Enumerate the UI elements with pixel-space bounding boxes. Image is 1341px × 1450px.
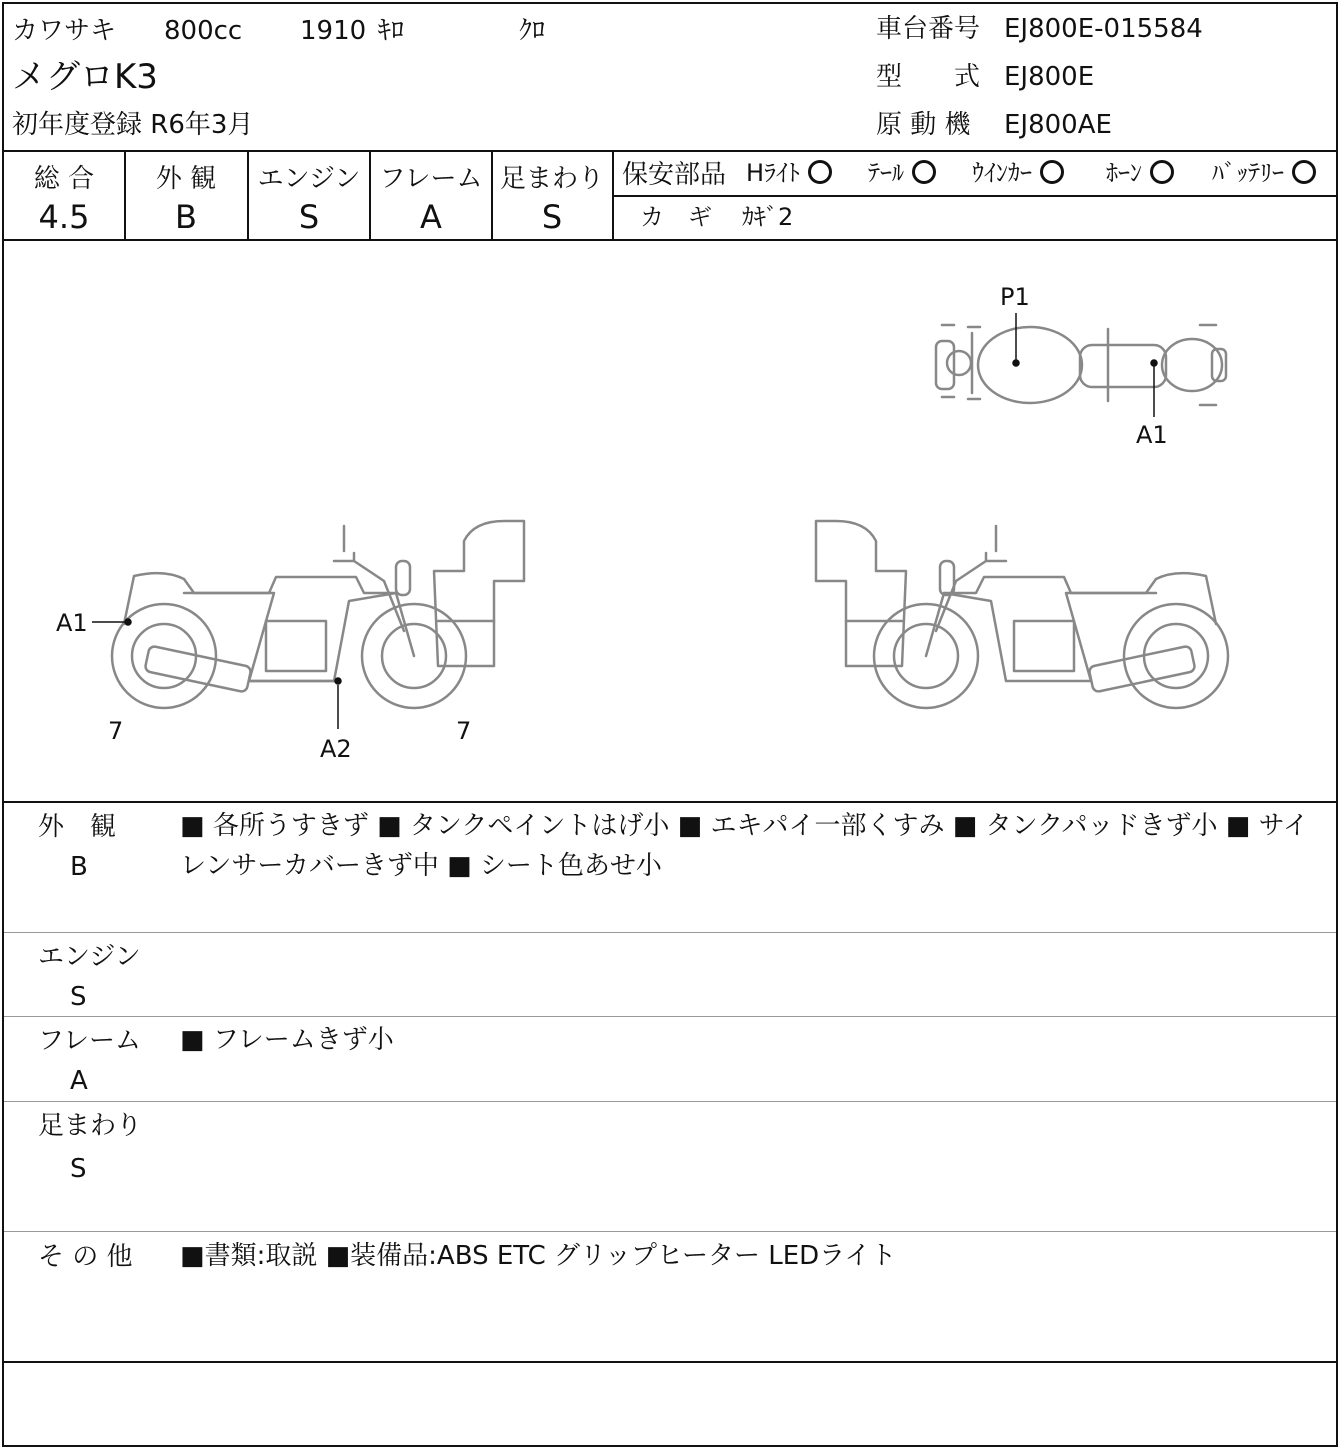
frame-section-grade: A bbox=[70, 1066, 88, 1096]
left-side-view-drawing bbox=[112, 521, 524, 708]
other-section-label: そ の 他 bbox=[38, 1242, 133, 1272]
ok-circle-icon bbox=[808, 160, 832, 184]
key-label: カ ギ bbox=[640, 203, 712, 231]
mark-a1-top: A1 bbox=[1136, 421, 1168, 449]
mark-a1-side: A1 bbox=[56, 609, 88, 637]
engine: EJ800AE bbox=[1004, 110, 1112, 140]
frame-no: EJ800E-015584 bbox=[1004, 14, 1203, 44]
frame-notes: ■ フレームきず小 bbox=[180, 1025, 394, 1055]
safety-battery: ﾊﾞｯﾃﾘｰ bbox=[1212, 160, 1316, 185]
grade-value: A bbox=[420, 198, 442, 236]
inspection-sheet bbox=[2, 2, 1338, 1447]
grade-engine bbox=[249, 152, 369, 239]
engine-label: 原 動 機 bbox=[876, 110, 971, 140]
frame-section-label: フレーム bbox=[38, 1026, 141, 1056]
maker: カワサキ bbox=[12, 16, 117, 46]
registration: 初年度登録 R6年3月 bbox=[12, 110, 254, 140]
grade-label: フレーム bbox=[379, 164, 483, 194]
mark-p1: P1 bbox=[1000, 283, 1030, 311]
mark-rear-tire: 7 bbox=[108, 717, 124, 745]
safety-tail: ﾃｰﾙ bbox=[868, 160, 936, 185]
displacement: 800cc bbox=[164, 16, 243, 46]
grade-overall bbox=[4, 152, 124, 239]
engine-section-grade: S bbox=[70, 982, 87, 1012]
grade-value: B bbox=[175, 198, 197, 236]
safety-title: 保安部品 bbox=[622, 160, 727, 190]
top-view-drawing bbox=[936, 325, 1226, 405]
exterior-notes: ■ 各所うすきず ■ タンクペイントはげ小 ■ エキパイ一部くすみ ■ タンクパッドきず小 ■ サイレンサーカバーきず中 ■ シート色あせ小 bbox=[180, 811, 1309, 881]
grade-label: 足まわり bbox=[499, 164, 604, 194]
type-label: 型 式 bbox=[876, 62, 981, 92]
grade-suspension bbox=[493, 152, 611, 239]
grade-frame bbox=[371, 152, 491, 239]
grade-value: S bbox=[298, 198, 320, 236]
ok-circle-icon bbox=[1150, 160, 1174, 184]
grade-label: エンジン bbox=[257, 164, 361, 194]
grade-value: S bbox=[541, 198, 563, 236]
ok-circle-icon bbox=[1040, 160, 1064, 184]
grade-exterior bbox=[126, 152, 246, 239]
damage-diagram bbox=[4, 241, 1336, 801]
right-side-view-drawing bbox=[816, 521, 1228, 708]
exterior-grade: B bbox=[70, 852, 88, 882]
mileage: 1910 bbox=[300, 16, 367, 46]
grade-value: 4.5 bbox=[38, 198, 90, 236]
mileage-unit: ｷﾛ bbox=[378, 16, 405, 46]
color: ｸﾛ bbox=[519, 16, 546, 46]
safety-headlight: Hﾗｲﾄ bbox=[746, 160, 832, 185]
mark-a2: A2 bbox=[320, 735, 352, 763]
key-value: ｶｷﾞ2 bbox=[742, 203, 794, 231]
exterior-label: 外 観 bbox=[38, 812, 117, 842]
type: EJ800E bbox=[1004, 62, 1095, 92]
model-name: メグロK3 bbox=[12, 57, 158, 97]
suspension-section-label: 足まわり bbox=[38, 1111, 143, 1141]
safety-winker: ｳｲﾝｶｰ bbox=[972, 160, 1064, 185]
frame-no-label: 車台番号 bbox=[876, 14, 981, 44]
safety-horn: ﾎｰﾝ bbox=[1106, 160, 1174, 185]
motorcycle-diagram-svg bbox=[4, 241, 1336, 801]
suspension-section-grade: S bbox=[70, 1154, 87, 1184]
mark-front-tire: 7 bbox=[456, 717, 472, 745]
engine-section-label: エンジン bbox=[38, 942, 141, 972]
ok-circle-icon bbox=[912, 160, 936, 184]
other-notes: ■書類:取説 ■装備品:ABS ETC グリップヒーター LEDライト bbox=[180, 1241, 897, 1271]
ok-circle-icon bbox=[1292, 160, 1316, 184]
grade-label: 外 観 bbox=[155, 164, 217, 194]
grade-label: 総 合 bbox=[33, 164, 95, 194]
